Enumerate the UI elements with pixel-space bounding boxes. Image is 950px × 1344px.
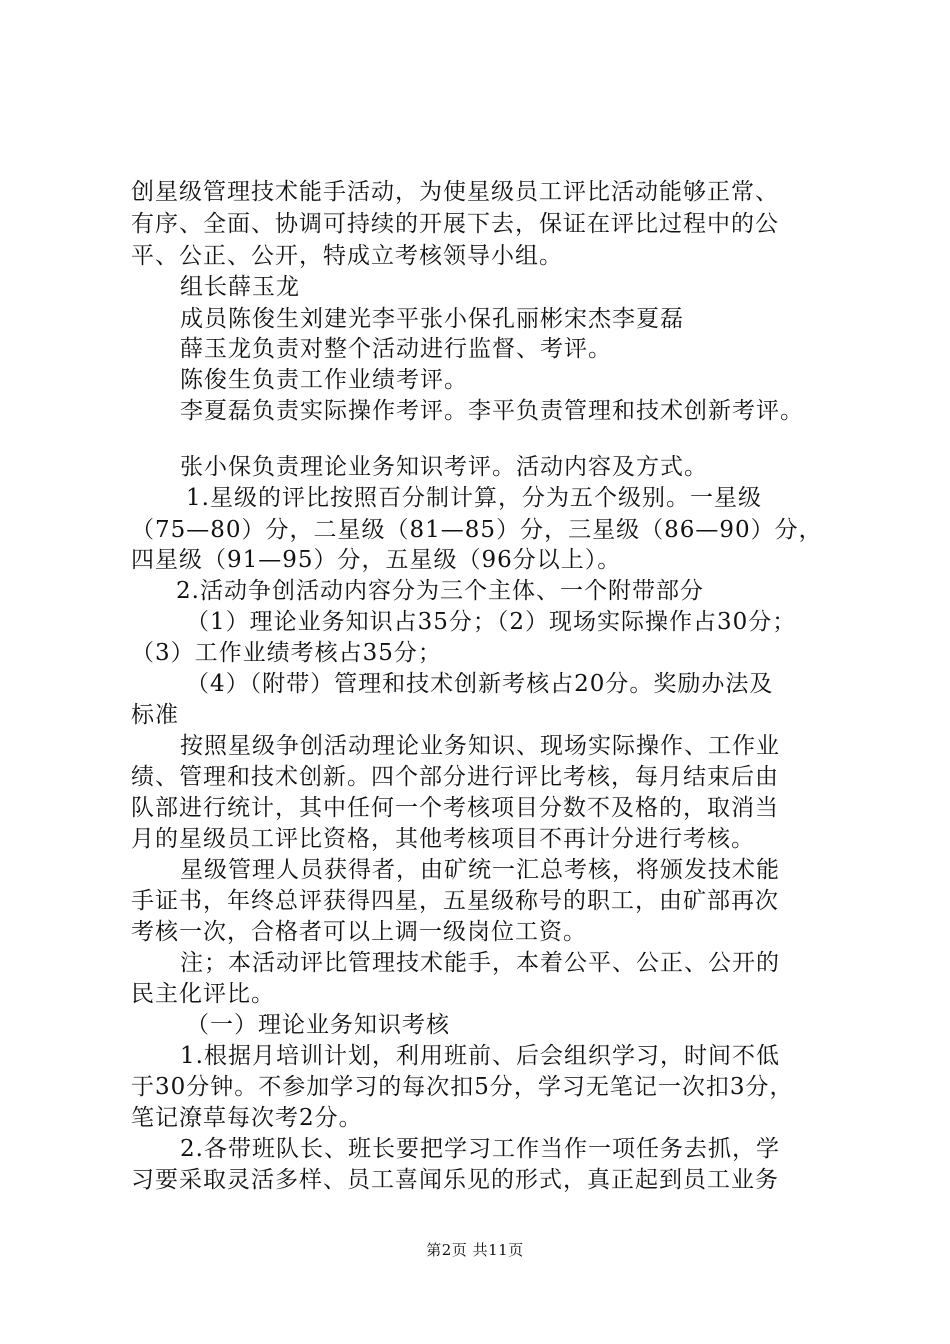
text-line: 绩、管理和技术创新。四个部分进行评比考核，每月结束后由: [131, 764, 779, 790]
text-line: 2.活动争创活动内容分为三个主体、一个附带部分: [176, 578, 704, 604]
text-line: 月的星级员工评比资格，其他考核项目不再计分进行考核。: [131, 826, 755, 852]
text-line: （75—80）分，二星级（81—85）分，三星级（86—90）分，: [131, 517, 823, 543]
text-line: 2.各带班队长、班长要把学习工作当作一项任务去抓，学: [180, 1136, 780, 1162]
text-line: 有序、全面、协调可持续的开展下去，保证在评比过程中的公: [131, 211, 779, 237]
text-line: 注；本活动评比管理技术能手，本着公平、公正、公开的: [180, 950, 780, 976]
section-heading: （一）理论业务知识考核: [186, 1012, 450, 1038]
text-line: 成员陈俊生刘建光李平张小保孔丽彬宋杰李夏磊: [180, 306, 684, 332]
text-line: 1.根据月培训计划，利用班前、后会组织学习，时间不低: [180, 1043, 780, 1069]
text-line: 手证书，年终总评获得四星，五星级称号的职工，由矿部再次: [131, 888, 779, 914]
page-footer: [0, 1240, 950, 1260]
text-line: （1）理论业务知识占35分；（2）现场实际操作占30分；: [186, 609, 797, 635]
text-line: 薛玉龙负责对整个活动进行监督、考评。: [180, 336, 612, 362]
text-line: 于30分钟。不参加学习的每次扣5分，学习无笔记一次扣3分，: [131, 1074, 794, 1100]
text-line: 按照星级争创活动理论业务知识、现场实际操作、工作业: [180, 733, 780, 759]
text-line: 创星级管理技术能手活动，为使星级员工评比活动能够正常、: [131, 179, 779, 205]
text-line: 陈俊生负责工作业绩考评。: [180, 367, 468, 393]
page-number-label: 第2页 共11页: [426, 1241, 524, 1259]
text-line: （3）工作业绩考核占35分；: [131, 640, 442, 666]
text-line: 队部进行统计，其中任何一个考核项目分数不及格的，取消当: [131, 795, 779, 821]
text-line: 笔记潦草每次考2分。: [131, 1105, 363, 1131]
text-line: 习要采取灵活多样、员工喜闻乐见的形式，真正起到员工业务: [131, 1167, 779, 1193]
text-line: 标准: [131, 702, 179, 728]
text-line: （4）（附带）管理和技术创新考核占20分。奖励办法及: [186, 671, 774, 697]
text-line: 星级管理人员获得者，由矿统一汇总考核，将颁发技术能: [180, 857, 780, 883]
text-line: 组长薛玉龙: [180, 274, 300, 300]
text-line: 1.星级的评比按照百分制计算，分为五个级别。一星级: [186, 485, 762, 511]
text-line: 平、公正、公开，特成立考核领导小组。: [131, 243, 563, 269]
text-line: 李夏磊负责实际操作考评。李平负责管理和技术创新考评。: [180, 398, 804, 424]
text-line: 张小保负责理论业务知识考评。活动内容及方式。: [180, 454, 708, 480]
text-line: 民主化评比。: [131, 981, 275, 1007]
text-line: 考核一次，合格者可以上调一级岗位工资。: [131, 919, 587, 945]
text-line: 四星级（91—95）分，五星级（96分以上）。: [131, 547, 622, 573]
